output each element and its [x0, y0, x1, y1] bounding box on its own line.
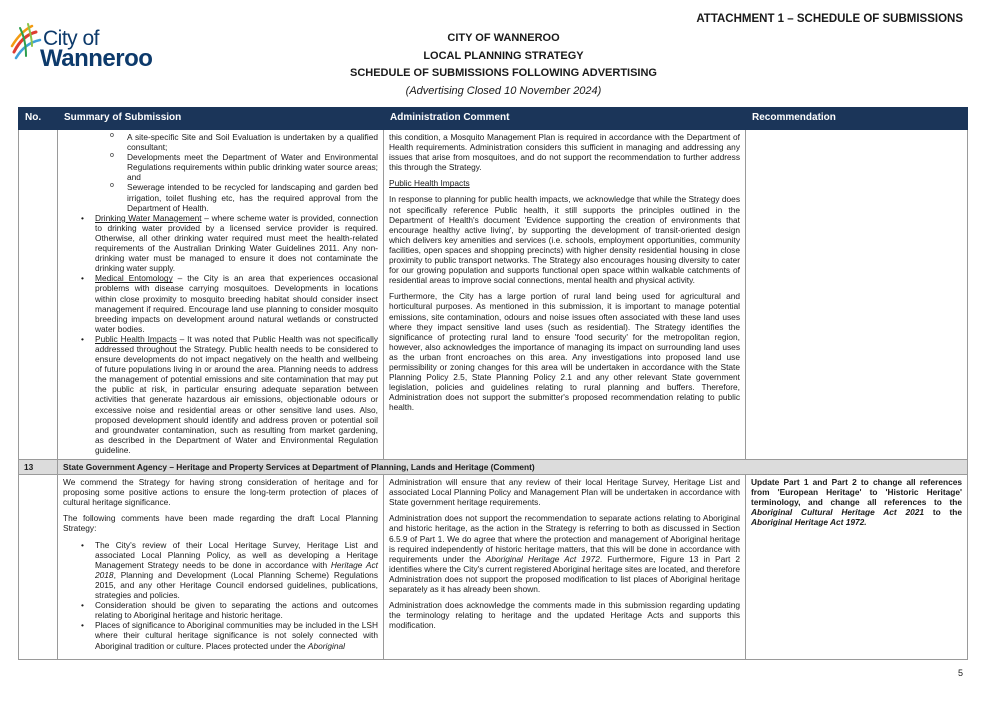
- admin-paragraph: Furthermore, the City has a large portion of rural land being used for agricultural and horticultural purposes. As mentioned in this submission, it is important to manage potential emissions, site contamination, odours and noise issues often associated with these land uses where they impact sensitive land uses (such as residential). The Strategy identifies the significance of protecting rural land to ensure 'food security' for the metropolitan region, however, also acknowledges the importance of managing its impact on surrounding land uses as the urban front encroaches on this area. Any investigations into proposed land use permissibility or zoning changes for this area will be undertaken in accordance with the State Planning Policy 2.5, State Planning Policy 2.1 and any other relevant State government legislation, policies and guidelines relating to rural planning and buffers. Therefore, Administration does not support the submitter's proposed recommendation relating to public health.: [389, 291, 740, 413]
- bullet-text: – It was noted that Public Health was not specifically addressed throughout the Strategy. Public health needs to be considered to ensure developments do not impact negatively on the health and wellbeing of future populations living in or around the area. Planning needs to address the management of potential emissions and site contamination that may put the public at risk, in particular ensuring adequate separation between activities that generate hazardous air emissions, objectionable odours or excessive noise and residential areas or other sensitive land uses. Also, proposed development should identify and address proven or potential soil and groundwater contamination, such as resulting from market gardening, as described in the Department of Water and Environmental Regulation guideline.: [95, 333, 378, 455]
- logo-name-text: Wanneroo: [40, 45, 153, 72]
- heading-line-3: SCHEDULE OF SUBMISSIONS FOLLOWING ADVERTISING: [350, 67, 657, 79]
- submission-header-row: [19, 460, 968, 475]
- recommendation-text: to the: [924, 507, 963, 518]
- recommendation-text: Update Part 1 and Part 2 to change all references from 'European Heritage' to 'Historic Heritage' terminology, and change all references to the: [751, 477, 962, 508]
- document-heading: [0, 30, 1007, 100]
- column-header-admin: Administration Comment: [384, 108, 746, 130]
- summary-paragraph: We commend the Strategy for having strong consideration of heritage and for proposing some positive actions to ensure the long-term protection of places of cultural heritage significance.: [63, 477, 378, 508]
- bullet-text: The City's review of their Local Heritage Survey, Heritage List and associated Local Planning Policy, as well as developing a Heritage Management Strategy needs to be done in accordance with: [95, 539, 378, 570]
- admin-text: . Furthermore, Figure 13 in Part 2 identifies where the City's current registered Aboriginal heritage sites are located, and therefore Administration does not support the proposed modification to list places of Aboriginal heritage separately as it has already been shown.: [389, 553, 740, 595]
- column-header-summary: Summary of Submission: [58, 108, 384, 130]
- heading-line-2: LOCAL PLANNING STRATEGY: [423, 49, 584, 62]
- list-item: [63, 273, 378, 334]
- sub-list: [63, 132, 378, 213]
- bullet-list: [63, 540, 378, 651]
- submission-title: State Government Agency – Heritage and Property Services at Department of Planning, Lands and Heritage (Comment): [58, 460, 968, 475]
- attachment-title: ATTACHMENT 1 – SCHEDULE OF SUBMISSIONS: [696, 13, 963, 25]
- recommendation-emphasis: Aboriginal Cultural Heritage Act 2021: [751, 507, 925, 518]
- admin-paragraph: In response to planning for public health impacts, we acknowledge that while the Strategy does not specifically reference Public health, it still supports the principles outlined in the Department of Health's document 'Evidence supporting the creation of environments that encourage healthy active living', by supporting the development of transit-oriented design which delivers key amenities and services (i.e. schools, employment opportunities, community facilities, open spaces and shopping precincts) with higher density residential housing in close proximity to public transport networks. The Strategy also encourages housing diversity to cater for our growing population and supports functional open space within walkable catchments of residential areas to improve social connections, mental health and physical activity.: [389, 194, 740, 286]
- cell-admin-comment: [384, 475, 746, 660]
- cell-summary: [58, 475, 384, 660]
- column-header-recommendation: Recommendation: [746, 108, 968, 130]
- admin-emphasis: Aboriginal Heritage Act 1972: [485, 553, 600, 564]
- list-item: [63, 540, 378, 601]
- recommendation-emphasis: Aboriginal Heritage Act 1972.: [751, 517, 867, 528]
- list-item: o Developments meet the Department of Water and Environmental Regulations requirements within public drinking water source areas; and: [63, 152, 378, 182]
- page-number: 5: [957, 668, 963, 678]
- admin-paragraph: Administration will ensure that any review of their local Heritage Survey, Heritage List and associated Local Planning Policy and Management Plan will be undertaken in accordance with State government heritage requirements.: [389, 477, 740, 508]
- list-item: o A site-specific Site and Soil Evaluation is undertaken by a qualified consultant;: [63, 132, 378, 152]
- bullet-text: – the City is an area that experiences occasional problems with disease carrying mosquitoes. Developments in locations within close proximity to mosquito breeding habitat should consider insect management if required. Encourage land use planning to consider mosquito breeding impacts on development around natural wetlands or constructed water bodies.: [95, 273, 379, 334]
- bullet-text: , Planning and Development (Local Planning Scheme) Regulations 2015, and any other Heritage Council endorsed guidelines, publications, strategies and policies.: [95, 569, 378, 601]
- heading-line-4: (Advertising Closed 10 November 2024): [405, 84, 602, 97]
- cell-admin-comment: [384, 130, 746, 460]
- table-row: [19, 475, 968, 660]
- list-item: o Sewerage intended to be recycled for landscaping and garden bed irrigation, toilet flushing etc, has the required approval from the Department of Health.: [63, 182, 378, 212]
- summary-paragraph: The following comments have been made regarding the draft Local Planning Strategy:: [63, 513, 378, 534]
- heading-line-1: CITY OF WANNEROO: [447, 32, 560, 44]
- list-item: [63, 334, 378, 455]
- admin-paragraph: this condition, a Mosquito Management Plan is required in accordance with the Department of Health requirements. Administration considers this sufficient in managing and addressing any issues that arise from mosquitoes, and do not support the recommendation to further address this through the Strategy.: [389, 132, 740, 173]
- bullet-text: Places of significance to Aboriginal communities may be included in the LSH where their cultural heritage significance is not solely connected with Aboriginal tradition or culture. Places protected under the: [95, 620, 378, 651]
- cell-recommendation: [746, 130, 968, 460]
- cell-number: [19, 130, 58, 460]
- admin-paragraph: Administration does acknowledge the comments made in this submission regarding updating the terminology relating to heritage and the updated Heritage Acts and supports this modification.: [389, 600, 740, 631]
- bullet-text: – where scheme water is provided, connection to drinking water provided by a licensed service provider is required. Otherwise, all other drinking water required must meet the health-related requirements of the Australian Drinking Water Guidelines 2011. Any non-drinking water must be managed to ensure it does not contaminate the drinking water supply.: [95, 212, 379, 274]
- list-item: [63, 213, 378, 274]
- bullet-list: [63, 213, 378, 455]
- table-row: [19, 130, 968, 460]
- admin-subheading: Public Health Impacts: [389, 178, 470, 189]
- column-header-no: No.: [19, 108, 58, 130]
- cell-recommendation: [746, 475, 968, 660]
- bullet-title: Medical Entomology: [95, 273, 173, 284]
- bullet-title: Drinking Water Management: [95, 212, 202, 223]
- cell-summary: [58, 130, 384, 460]
- bullet-emphasis: Aboriginal: [307, 640, 345, 651]
- logo-city-text: City of: [43, 27, 100, 50]
- cell-number: [19, 475, 58, 660]
- list-item: [63, 620, 378, 650]
- admin-text: Administration does not support the recommendation to separate actions relating to Aboriginal and historic heritage, as the action in the Strategy is referring to both as discussed in Section 6.5.9 of Part 1. We do agree that where the protection and management of Aboriginal heritage is required independently of historic heritage matters, that this will be done in accordance with requirements under the: [389, 513, 740, 564]
- bullet-emphasis: Heritage Act 2018: [95, 559, 378, 580]
- table-header-row: [19, 108, 968, 130]
- submission-number: 13: [19, 460, 58, 475]
- bullet-title: Public Health Impacts: [95, 333, 177, 344]
- admin-paragraph: [389, 513, 740, 594]
- list-item: • Consideration should be given to separating the actions and outcomes relating to Aboriginal heritage and historic heritage.: [63, 600, 378, 620]
- submissions-table: [18, 107, 968, 660]
